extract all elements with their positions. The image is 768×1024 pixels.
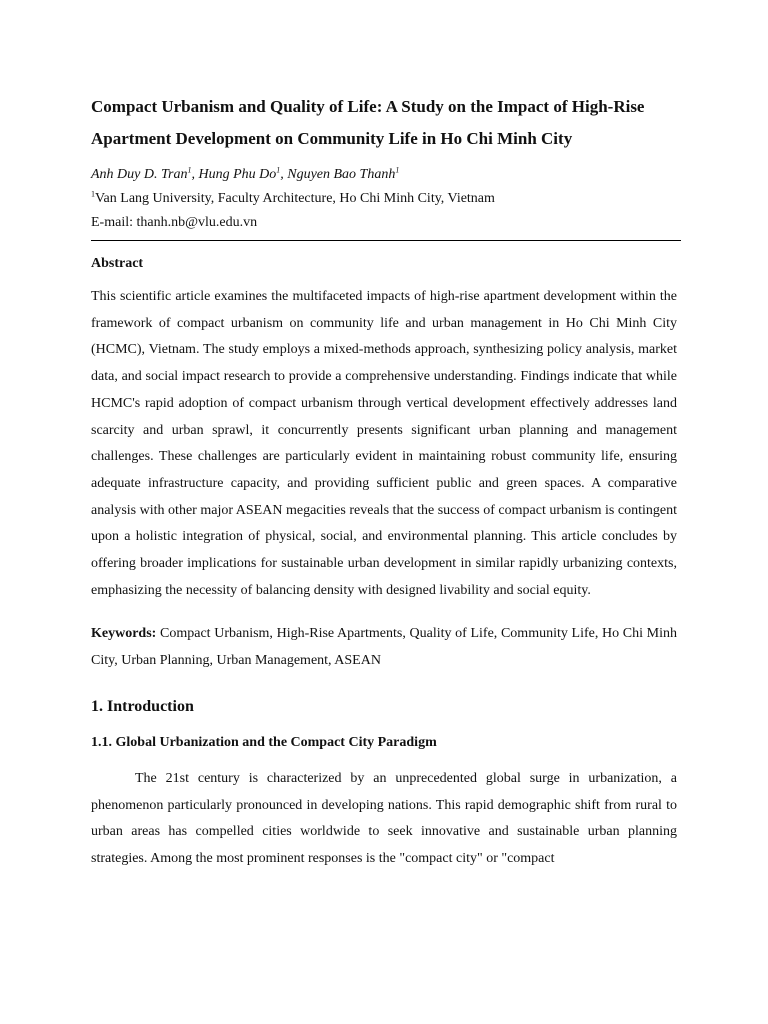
subsection-heading: 1.1. Global Urbanization and the Compact City Paradigm <box>91 734 437 750</box>
abstract-text: This scientific article examines the multifaceted impacts of high-rise apartment development within the framework of compact urbanism on community life and urban management in Ho Chi Minh City (HCMC), Vietnam. The study employs a mixed-methods approach, synthesizing policy analysis, market data, and social impact research to provide a comprehensive understanding. Findings indicate that while HCMC's rapid adoption of compact urbanism through vertical development effectively addresses land scarcity and urban sprawl, it concurrently presents significant urban planning and management challenges. These challenges are particularly evident in maintaining robust community life, ensuring adequate infrastructure capacity, and providing sufficient public and green spaces. A comparative analysis with other major ASEAN megacities reveals that the success of compact urbanism is contingent upon a holistic integration of physical, social, and environmental planning. This article concludes by offering broader implications for sustainable urban development in similar rapidly urbanizing contexts, emphasizing the necessity of balancing density with designed livability and social equity. <box>91 289 677 598</box>
author-affiliation-mark: 1 <box>395 165 400 175</box>
paper-title: Compact Urbanism and Quality of Life: A Study on the Impact of High-Rise Apartment Development on Community Life in Ho Chi Minh City <box>91 97 645 148</box>
author-list <box>91 163 677 187</box>
author-separator: , <box>280 167 288 182</box>
author-separator: , <box>191 167 199 182</box>
keywords-text: Compact Urbanism, High-Rise Apartments, Quality of Life, Community Life, Ho Chi Minh City, Urban Planning, Urban Management, ASEAN <box>91 626 678 669</box>
section-heading-introduction: 1. Introduction <box>91 697 194 715</box>
keywords-label: Keywords: <box>91 626 157 642</box>
affiliation-text: Van Lang University, Faculty Architecture, Ho Chi Minh City, Vietnam <box>95 191 495 206</box>
body-paragraph: The 21st century is characterized by an unprecedented global surge in urbanization, a phenomenon particularly pronounced in developing nations. This rapid demographic shift from rural to urban areas has compelled cities worldwide to seek innovative and sustainable urban planning strategies. Among the most prominent responses is the "compact city" or "compact <box>91 770 677 866</box>
author-name: Hung Phu Do <box>198 167 277 182</box>
contact-email: E-mail: thanh.nb@vlu.edu.vn <box>91 215 258 230</box>
author-affiliation-mark: 1 <box>276 165 281 175</box>
affiliation <box>91 187 677 211</box>
paper-content <box>91 91 677 873</box>
keywords <box>91 621 677 674</box>
affiliation-mark: 1 <box>91 189 95 199</box>
header-divider <box>91 240 681 241</box>
abstract-heading: Abstract <box>91 256 144 271</box>
author-affiliation-mark: 1 <box>187 165 192 175</box>
author-name: Nguyen Bao Thanh <box>287 167 396 182</box>
author-name: Anh Duy D. Tran <box>91 167 188 182</box>
